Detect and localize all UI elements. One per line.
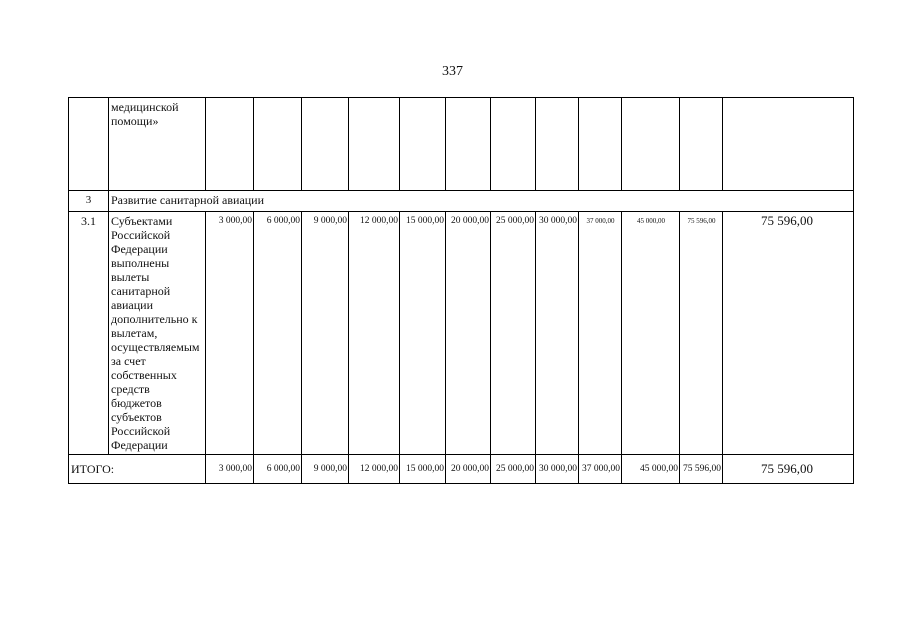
cell-item-index: 3.1 [69,212,109,455]
cell-empty [254,98,302,191]
cell-total-value: 30 000,00 [536,455,579,484]
cell-empty [536,98,579,191]
cell-empty [680,98,723,191]
cell-item-value: 9 000,00 [302,212,349,455]
cell-total-value: 37 000,00 [579,455,622,484]
cell-section-index: 3 [69,191,109,212]
cell-empty [400,98,446,191]
cell-item-value: 25 000,00 [491,212,536,455]
cell-total-value: 12 000,00 [349,455,400,484]
cell-total-value: 45 000,00 [622,455,680,484]
cell-index-empty [69,98,109,191]
cell-empty [622,98,680,191]
table-row-total [69,455,854,484]
cell-continued-label: медицинской помощи» [109,98,206,191]
cell-total-value: 20 000,00 [446,455,491,484]
page-number: 337 [442,64,463,79]
cell-item-value: 30 000,00 [536,212,579,455]
cell-item-value: 37 000,00 [579,212,622,455]
table-row-item [69,212,854,455]
cell-item-value: 3 000,00 [206,212,254,455]
table-row-section [69,191,854,212]
cell-total-value: 9 000,00 [302,455,349,484]
cell-section-title: Развитие санитарной авиации [109,191,854,212]
cell-item-value: 6 000,00 [254,212,302,455]
cell-total-value: 3 000,00 [206,455,254,484]
financing-table [68,97,854,484]
cell-total-value: 15 000,00 [400,455,446,484]
cell-item-value: 15 000,00 [400,212,446,455]
cell-item-description: Субъектами Российской Федерации выполнены вылеты санитарной авиации дополнительно к вылетам, осуществляемым за счет собственных средств бюджетов субъектов Российской Федерации [109,212,206,455]
table-row-continued [69,98,854,191]
cell-empty [723,98,854,191]
cell-total-value: 25 000,00 [491,455,536,484]
cell-empty [302,98,349,191]
cell-item-value: 20 000,00 [446,212,491,455]
cell-item-value: 12 000,00 [349,212,400,455]
cell-total-final: 75 596,00 [723,455,854,484]
cell-empty [206,98,254,191]
cell-empty [446,98,491,191]
cell-total-label: ИТОГО: [69,455,206,484]
cell-item-final: 75 596,00 [723,212,854,455]
cell-empty [579,98,622,191]
cell-item-value: 45 000,00 [622,212,680,455]
cell-total-value: 6 000,00 [254,455,302,484]
cell-empty [349,98,400,191]
cell-total-value: 75 596,00 [680,455,723,484]
cell-empty [491,98,536,191]
cell-item-value: 75 596,00 [680,212,723,455]
